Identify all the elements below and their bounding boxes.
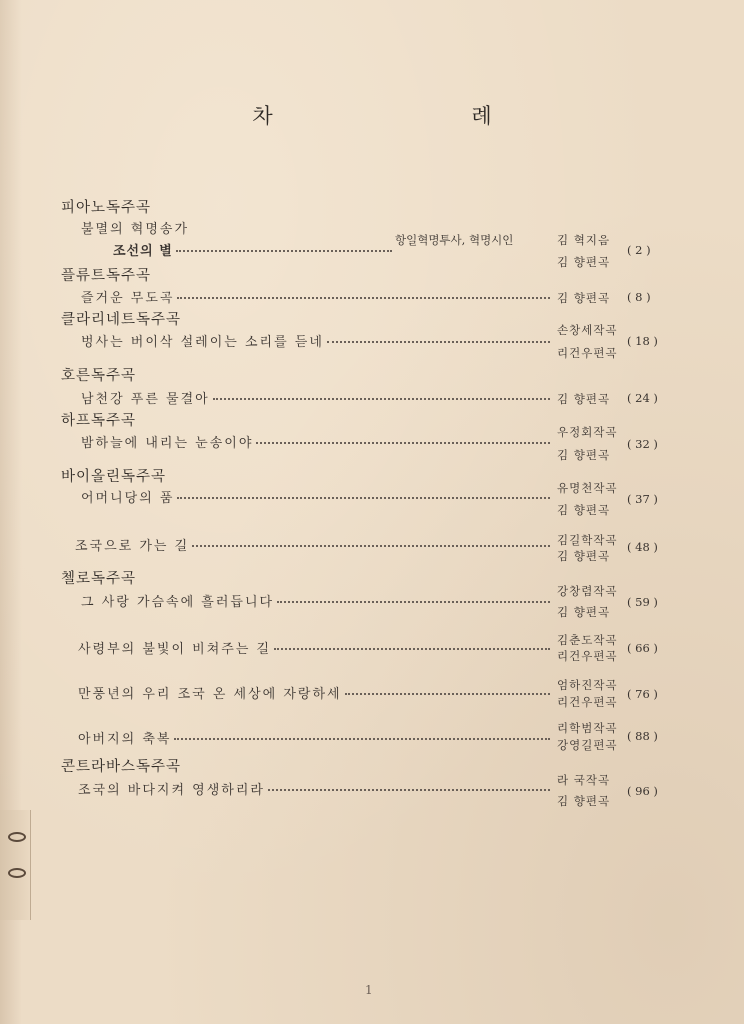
- toc-entry[interactable]: [75, 535, 553, 554]
- toc-entry[interactable]: [81, 487, 553, 506]
- entry-credit: 유명천작곡: [557, 481, 618, 495]
- toc-entry[interactable]: [81, 287, 553, 306]
- page-number: 1: [365, 983, 373, 997]
- section-heading-cello: 첼로독주곡: [61, 571, 137, 587]
- binding-stitch: [8, 868, 26, 878]
- leader-dots: [177, 296, 550, 299]
- entry-title: 벙사는 버이삭 설레이는 소리를 듣네: [81, 335, 324, 350]
- entry-title: 아버지의 축복: [78, 732, 172, 747]
- entry-credit: 리건우편곡: [557, 346, 618, 360]
- section-heading-harp: 하프독주곡: [61, 413, 137, 429]
- toc-entry[interactable]: [78, 728, 553, 747]
- toc-entry[interactable]: [113, 240, 395, 259]
- toc-entry[interactable]: [78, 638, 553, 657]
- binding-edge: [0, 810, 31, 920]
- toc-entry[interactable]: [78, 779, 553, 798]
- entry-credit: 김 향편곡: [557, 255, 611, 269]
- entry-title: 그 사랑 가슴속에 흘러듭니다: [81, 595, 275, 610]
- entry-title: 사령부의 불빛이 비쳐주는 길: [78, 642, 272, 657]
- section-heading-violin: 바이올린독주곡: [61, 469, 167, 485]
- entry-credit: 리건우편곡: [557, 649, 618, 663]
- entry-title: 조국으로 가는 길: [75, 539, 190, 554]
- entry-credit: 김 향편곡: [557, 549, 611, 563]
- entry-credit: 리학범작곡: [557, 721, 618, 735]
- entry-credit: 우정회작곡: [557, 425, 618, 439]
- leader-dots: [274, 647, 550, 650]
- toc-entry[interactable]: [81, 591, 553, 610]
- entry-credit: 엄하진작곡: [557, 678, 618, 692]
- entry-credit: 김 향편곡: [557, 794, 611, 808]
- entry-title: 조선의 별: [113, 244, 173, 259]
- entry-page-number: ( 66 ): [627, 641, 658, 655]
- entry-credit: 김춘도작곡: [557, 633, 618, 647]
- entry-page-number: ( 76 ): [627, 687, 658, 701]
- leader-dots: [277, 600, 550, 603]
- entry-credit: 김 향편곡: [557, 605, 611, 619]
- entry-page-number: ( 59 ): [627, 595, 658, 609]
- leader-dots: [176, 249, 392, 252]
- entry-subtitle: 불멸의 혁명송가: [81, 222, 190, 237]
- toc-entry[interactable]: [81, 331, 553, 350]
- entry-credit: 김 향편곡: [557, 392, 611, 406]
- page-title: 차 례: [252, 104, 588, 128]
- entry-title: 즐거운 무도곡: [81, 291, 175, 306]
- entry-title: 남천강 푸른 물결아: [81, 392, 210, 407]
- leader-dots: [177, 496, 550, 499]
- leader-dots: [192, 544, 550, 547]
- entry-credit: 강영길편곡: [557, 738, 618, 752]
- entry-credit: 손창세작곡: [557, 323, 618, 337]
- entry-page-number: ( 18 ): [627, 334, 658, 348]
- leader-dots: [327, 340, 550, 343]
- entry-title: 밤하늘에 내리는 눈송이야: [81, 436, 254, 451]
- entry-credit: 김길학작곡: [557, 533, 618, 547]
- toc-entry[interactable]: [81, 388, 553, 407]
- section-heading-clarinet: 클라리네트독주곡: [61, 312, 182, 328]
- leader-dots: [268, 788, 550, 791]
- leader-dots: [213, 397, 550, 400]
- entry-credit: 김 혁지음: [557, 233, 611, 247]
- entry-page-number: ( 2 ): [627, 243, 651, 257]
- entry-page-number: ( 37 ): [627, 492, 658, 506]
- entry-credit: 강창렴작곡: [557, 584, 618, 598]
- section-heading-piano: 피아노독주곡: [61, 200, 152, 216]
- entry-page-number: ( 88 ): [627, 729, 658, 743]
- entry-page-number: ( 48 ): [627, 540, 658, 554]
- leader-dots: [256, 441, 550, 444]
- section-heading-contrabass: 콘트라바스독주곡: [61, 759, 182, 775]
- entry-credit: 김 향편곡: [557, 448, 611, 462]
- entry-page-number: ( 32 ): [627, 437, 658, 451]
- toc-entry[interactable]: [78, 683, 553, 702]
- entry-page-number: ( 24 ): [627, 391, 658, 405]
- binding-stitch: [8, 832, 26, 842]
- toc-entry[interactable]: [81, 432, 553, 451]
- entry-title: 조국의 바다지켜 영생하리라: [78, 783, 265, 798]
- entry-credit: 리건우편곡: [557, 695, 618, 709]
- entry-credit-extra: 항일혁명투사, 혁명시인: [395, 233, 514, 247]
- entry-page-number: ( 96 ): [627, 784, 658, 798]
- entry-title: 어머니당의 품: [81, 491, 175, 506]
- entry-credit: 라 국작곡: [557, 773, 611, 787]
- section-heading-flute: 플류트독주곡: [61, 268, 152, 284]
- leader-dots: [174, 737, 550, 740]
- entry-page-number: ( 8 ): [627, 290, 651, 304]
- section-heading-horn: 호른독주곡: [61, 368, 137, 384]
- entry-credit: 김 향편곡: [557, 291, 611, 305]
- entry-credit: 김 향편곡: [557, 503, 611, 517]
- entry-title: 만풍년의 우리 조국 온 세상에 자랑하세: [78, 687, 342, 702]
- leader-dots: [345, 692, 550, 695]
